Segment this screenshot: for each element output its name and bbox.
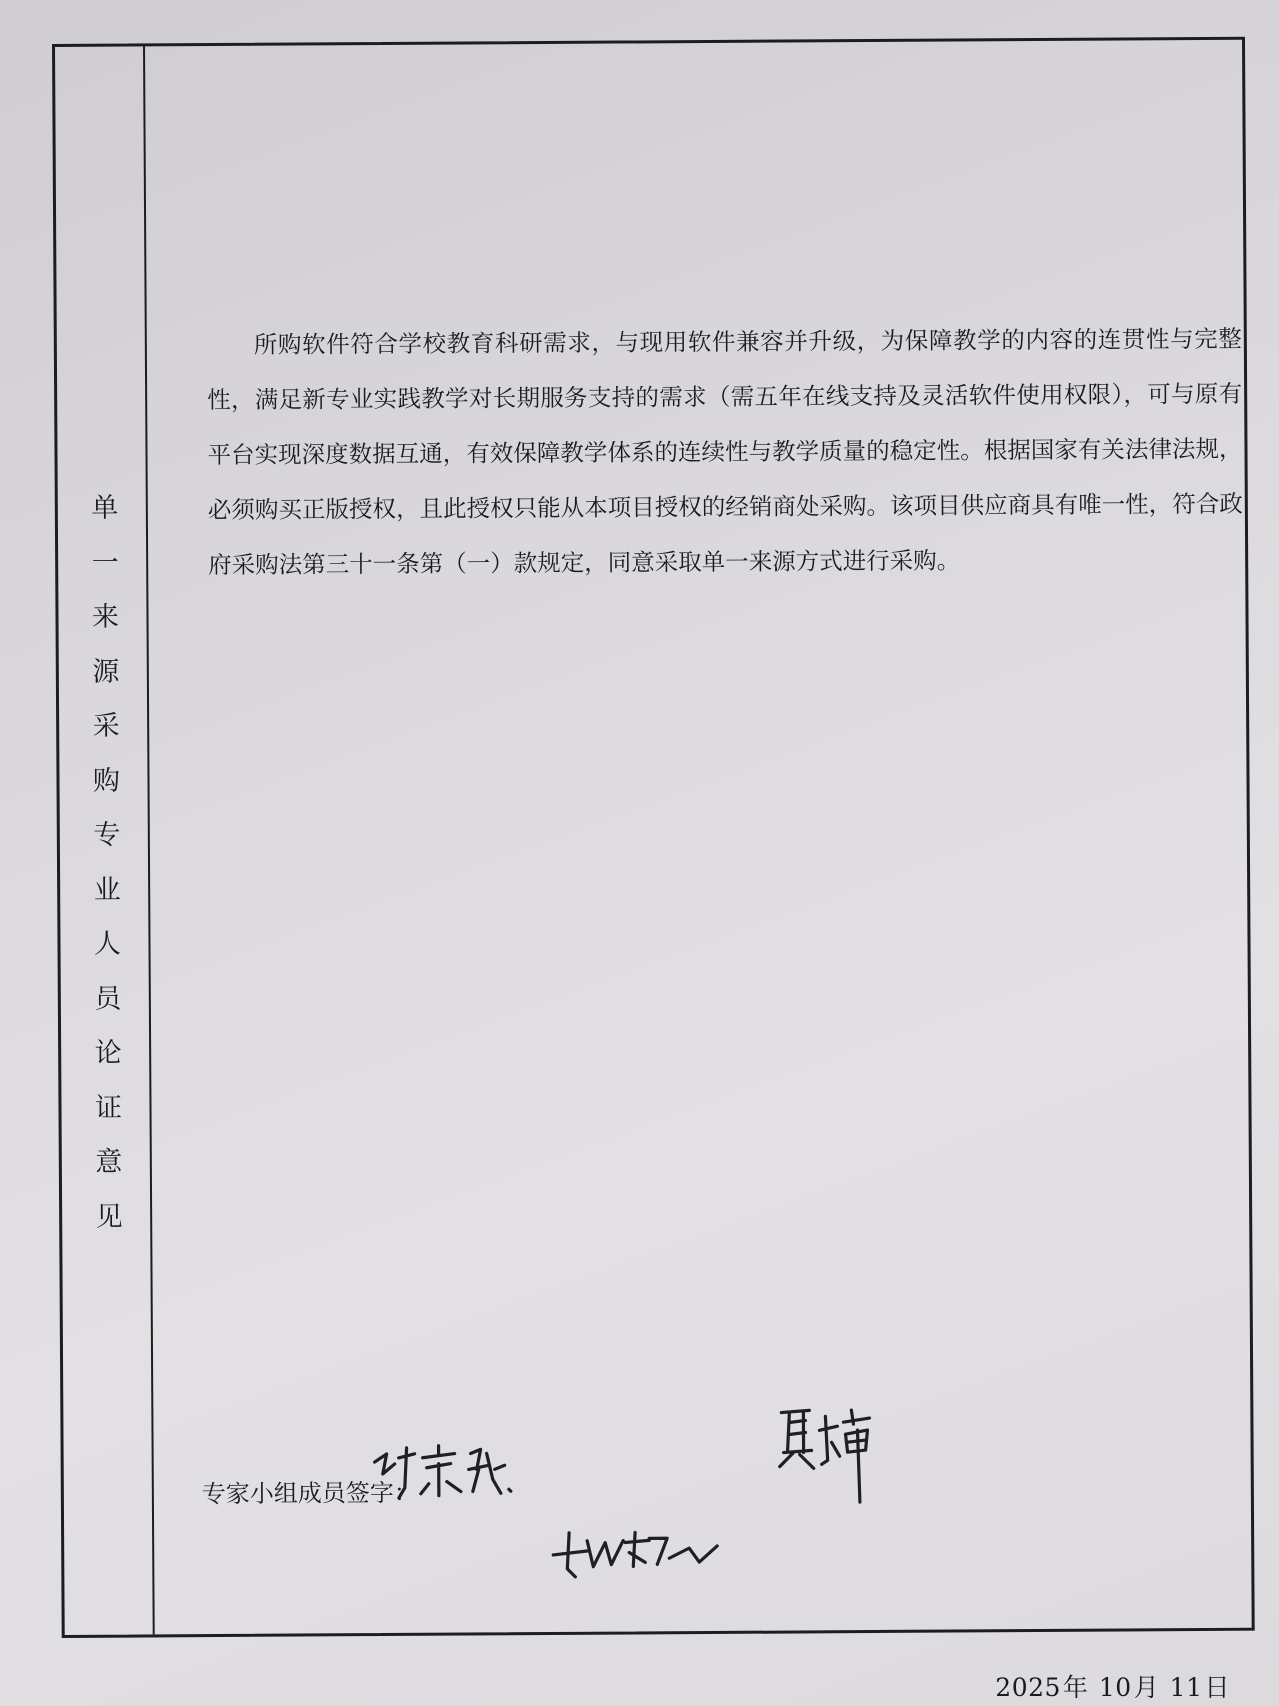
handwritten-signature-1 bbox=[369, 1439, 539, 1520]
date-day-unit: 日 bbox=[1204, 1673, 1230, 1702]
date-month-unit: 月 bbox=[1133, 1673, 1160, 1702]
column-divider bbox=[143, 46, 155, 1634]
handwritten-signature-3 bbox=[549, 1518, 729, 1589]
side-label-column bbox=[76, 482, 139, 1245]
side-label-char: 单 bbox=[91, 492, 119, 524]
side-label-char: 见 bbox=[95, 1201, 123, 1233]
date-year: 2025 bbox=[995, 1673, 1061, 1702]
side-label-char: 论 bbox=[94, 1037, 122, 1069]
date-month: 10 bbox=[1098, 1673, 1132, 1702]
side-label-char: 采 bbox=[92, 710, 120, 742]
date-year-unit: 年 bbox=[1062, 1673, 1089, 1702]
side-label-char: 专 bbox=[93, 819, 121, 851]
side-label-char: 人 bbox=[93, 928, 122, 960]
handwritten-signature-2 bbox=[773, 1402, 894, 1513]
side-label-char: 业 bbox=[93, 874, 121, 906]
side-label-char: 源 bbox=[92, 656, 120, 688]
side-label-char: 意 bbox=[95, 1146, 123, 1178]
side-label-char: 来 bbox=[91, 601, 120, 633]
opinion-form-frame bbox=[52, 37, 1255, 1638]
side-label-char: 员 bbox=[94, 983, 122, 1015]
side-label-char: 一 bbox=[91, 547, 119, 579]
opinion-paragraph: 所购软件符合学校教育科研需求，与现用软件兼容并升级，为保障教学的内容的连贯性与完整性，满足新专业实践教学对长期服务支持的需求（需五年在线支持及灵活软件使用权限），可与原有平台实现深度数据互通，有效保障教学体系的连续性与教学质量的稳定性。根据国家有关法律法规，必须购买正版授权，且此授权只能从本项目授权的经销商处采购。该项目供应商具有唯一性，符合政府采购法第三十一条第（一）款规定，同意采取单一来源方式进行采购。 bbox=[207, 324, 1243, 580]
signing-date bbox=[994, 1668, 1231, 1704]
date-day: 11 bbox=[1169, 1673, 1203, 1702]
signature-label: 专家小组成员签字： bbox=[201, 1478, 418, 1509]
side-label-char: 购 bbox=[92, 765, 121, 797]
side-label-char: 证 bbox=[94, 1092, 123, 1124]
